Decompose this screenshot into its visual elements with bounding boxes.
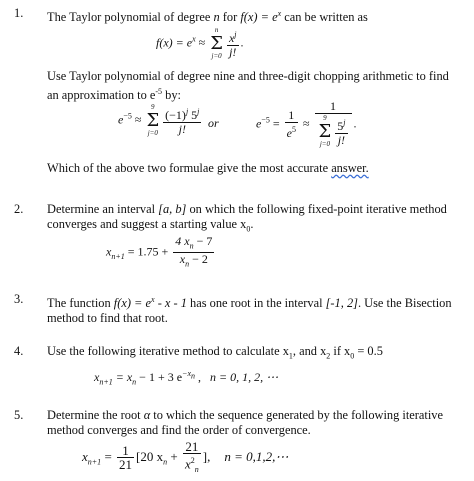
item-5-equation: $x_{n+1}$ = $\frac{1}{21}$ [20 $x_n$ + $\frac{21}{x^2_n}$ ], n = 0,1,2,⋯ [82,439,289,474]
spelling-underline: answer. [331,161,369,175]
item-1-question: Which of the above two formulae give the most accurate answer. [47,161,369,175]
item-4-text: Use the following iterative method to calculate $x_1$, and $x_2$ if $x_0 = 0.5$ [47,344,383,361]
item-2-text: Determine an interval [a, b] on which the following fixed-point iterative method converges and suggest a starting value $x_0$. [47,202,447,234]
item-1-taylor-equation: $f(x) = e^x$ ≈ n Σ j=0 $\frac{x^j}{j!}$ . [156,26,244,60]
item-1-intro: The Taylor polynomial of degree n for $f(x) = e^x$ can be written as [47,9,368,25]
item-5-number: 5. [14,408,24,422]
item-1-number: 1. [14,6,24,20]
summation-symbol: n Σ j=0 [210,26,223,60]
summation-symbol: 9 Σ j=0 [146,103,160,137]
item-1-or-label: or [208,116,219,130]
item-5-text: Determine the root α to which the sequence generated by the following iterative method converges and find the order of convergence. [47,408,443,437]
item-4-number: 4. [14,344,24,358]
item-1-formula-b: $e^{-5}$ = $\frac{1}{e^5}$ ≈ 1 9 Σ j=0 $\frac{5^j}{j!}$ . [256,99,357,148]
item-4-equation: $x_{n+1} = x_n - 1 + 3$ $e^{-x_n}$ , n = 0, 1, 2, ⋯ [94,369,279,387]
item-1-formula-a: $e^{-5}$ ≈ 9 Σ j=0 $\frac{(-1)^j 5^j}{j!}$ [118,103,200,137]
item-2-equation: $x_{n+1} = 1.75$ + $\frac{4 x_n - 7}{x_n - 2}$ [106,234,213,269]
item-3-number: 3. [14,292,24,306]
item-1-paragraph: Use Taylor polynomial of degree nine and three-digit chopping arithmetic to find an approximation to $e^{-5}$ by: [47,69,449,103]
summation-symbol: 9 Σ j=0 [318,114,332,148]
item-2-number: 2. [14,202,24,216]
item-3-text: The function $f(x) = e^x - x - 1$ has one root in the interval [-1, 2]. Use the Bisection method to find that root. [47,295,452,326]
